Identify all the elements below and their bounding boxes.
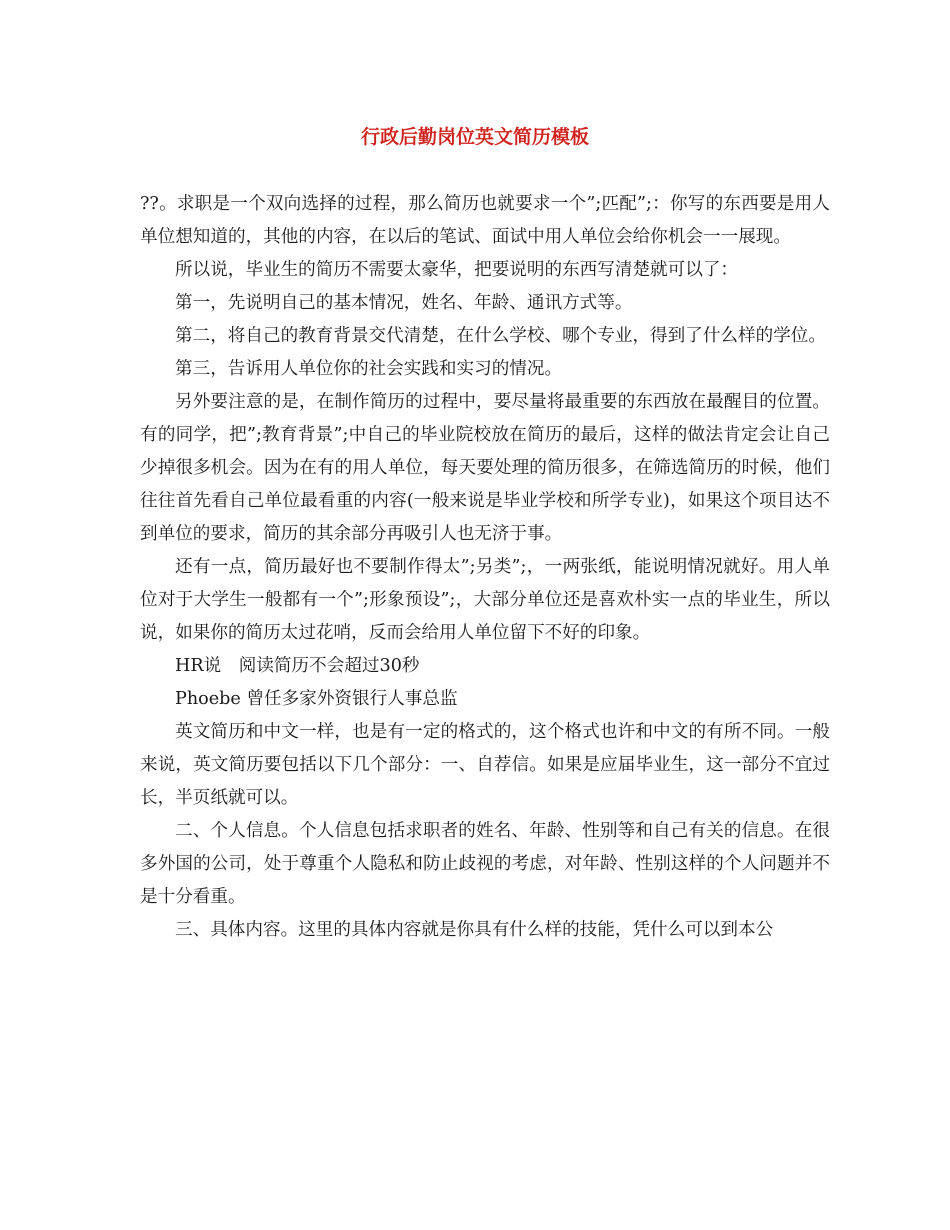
paragraph: 第三，告诉用人单位你的社会实践和实习的情况。 [175, 359, 563, 379]
paragraph: 所以说，毕业生的简历不需要太豪华，把要说明的东西写清楚就可以了： [175, 260, 739, 280]
paragraph: ??。求职是一个双向选择的过程，那么简历也就要求一个”;匹配”;：你写的东西要是用人单位想知道的，其他的内容，在以后的笔试、面试中用人单位会给你机会一一展现。 [140, 194, 830, 247]
paragraph: 三、具体内容。这里的具体内容就是你具有什么样的技能，凭什么可以到本公 [175, 920, 774, 940]
document-title: 行政后勤岗位英文简历模板 [360, 126, 589, 148]
paragraph: 还有一点，简历最好也不要制作得太”;另类”;，一两张纸，能说明情况就好。用人单位对于大学生一般都有一个”;形象预设”;，大部分单位还是喜欢朴实一点的毕业生，所以说，如果你的简历太过花哨，反而会给用人单位留下不好的印象。 [140, 557, 830, 643]
paragraph: HR说 阅读简历不会超过30秒 [175, 656, 420, 676]
paragraph: 二、个人信息。个人信息包括求职者的姓名、年龄、性别等和自己有关的信息。在很多外国的公司，处于尊重个人隐私和防止歧视的考虑，对年龄、性别这样的个人问题并不是十分看重。 [140, 821, 830, 907]
document-body [140, 188, 830, 947]
paragraph: 第二，将自己的教育背景交代清楚，在什么学校、哪个专业，得到了什么样的学位。 [175, 326, 826, 346]
paragraph: 英文简历和中文一样，也是有一定的格式的，这个格式也许和中文的有所不同。一般来说，英文简历要包括以下几个部分：一、自荐信。如果是应届毕业生，这一部分不宜过长，半页纸就可以。 [140, 722, 830, 808]
paragraph: Phoebe 曾任多家外资银行人事总监 [175, 689, 458, 709]
paragraph: 另外要注意的是，在制作简历的过程中，要尽量将最重要的东西放在最醒目的位置。有的同学，把”;教育背景”;中自己的毕业院校放在简历的最后，这样的做法肯定会让自己少掉很多机会。因为在有的用人单位，每天要处理的简历很多，在筛选简历的时候，他们往往首先看自己单位最看重的内容(一般来说是毕业学校和所学专业)，如果这个项目达不到单位的要求，简历的其余部分再吸引人也无济于事。 [140, 392, 830, 544]
paragraph: 第一，先说明自己的基本情况，姓名、年龄、通讯方式等。 [175, 293, 633, 313]
